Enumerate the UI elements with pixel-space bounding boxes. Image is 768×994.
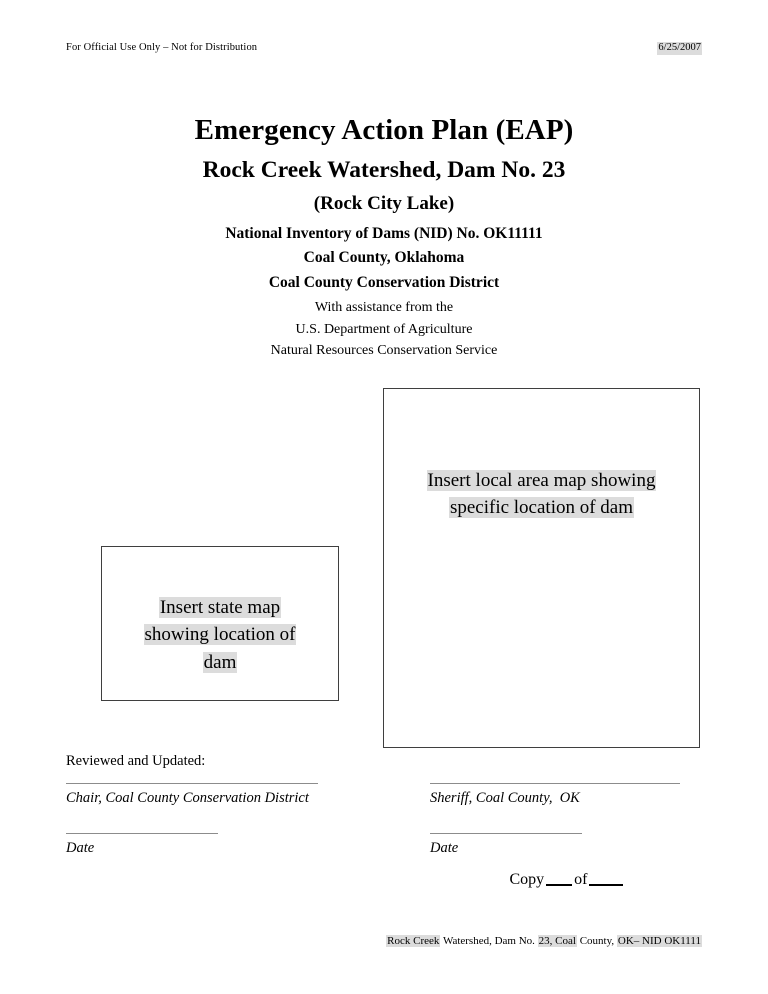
sheriff-date-caption: Date [430, 840, 459, 857]
nid-number-line: National Inventory of Dams (NID) No. OK11111 [225, 224, 543, 242]
chair-signature-line[interactable] [66, 783, 318, 784]
local-map-caption-line-1: Insert local area map showing [427, 470, 656, 491]
sheriff-signature-line[interactable] [430, 783, 680, 784]
title-block [66, 112, 702, 362]
assistance-line: With assistance from the [314, 300, 454, 316]
copy-total-blank[interactable] [589, 884, 623, 886]
footer-static-text-1: Watershed, Dam No. [440, 935, 538, 947]
copy-number-blank[interactable] [546, 884, 572, 886]
footer-static-text-2: County, [576, 935, 617, 947]
signature-spacer-right [430, 807, 680, 833]
sheriff-date-line[interactable] [430, 833, 582, 834]
footer-dam-county-field: 23, Coal [538, 935, 576, 947]
conservation-district-line: Coal County Conservation District [268, 273, 500, 291]
state-map-caption-line-1: Insert state map [159, 597, 281, 618]
state-map-caption-line-3: dam [203, 651, 237, 673]
copy-label: Copy [509, 871, 545, 888]
local-map-caption-line-2: specific location of dam [449, 497, 634, 519]
signature-spacer-left [66, 807, 318, 833]
sheriff-signature-caption: Sheriff, Coal County, OK [430, 790, 580, 806]
signature-column-left [66, 783, 318, 858]
footer-watershed-field: Rock Creek [387, 935, 440, 947]
dam-subtitle: Rock Creek Watershed, Dam No. 23 [202, 157, 566, 184]
state-map-placeholder[interactable] [101, 546, 339, 701]
service-line: Natural Resources Conservation Service [270, 343, 498, 359]
state-map-caption-line-2: showing location of [144, 624, 296, 646]
agency-line: U.S. Department of Agriculture [295, 321, 473, 337]
local-map-caption [403, 467, 681, 522]
use-restriction-notice: For Official Use Only – Not for Distribution [66, 42, 258, 53]
header-date-field: 6/25/2007 [658, 42, 701, 53]
page-title: Emergency Action Plan (EAP) [194, 114, 574, 146]
footer-state-nid-field: OK– NID OK1111 [617, 935, 701, 947]
county-state-line: Coal County, Oklahoma [303, 249, 465, 267]
copy-of-label: of [574, 871, 588, 888]
state-map-caption [120, 594, 320, 676]
reviewed-and-updated-label: Reviewed and Updated: [66, 753, 206, 769]
local-area-map-placeholder[interactable] [383, 388, 700, 748]
copy-number-line [430, 870, 702, 889]
chair-date-caption: Date [66, 840, 95, 857]
document-footer [386, 934, 702, 948]
chair-signature-caption: Chair, Coal County Conservation District [66, 790, 309, 806]
lake-name: (Rock City Lake) [313, 193, 455, 215]
chair-date-line[interactable] [66, 833, 218, 834]
signature-column-right [430, 783, 680, 858]
document-header [66, 42, 702, 55]
